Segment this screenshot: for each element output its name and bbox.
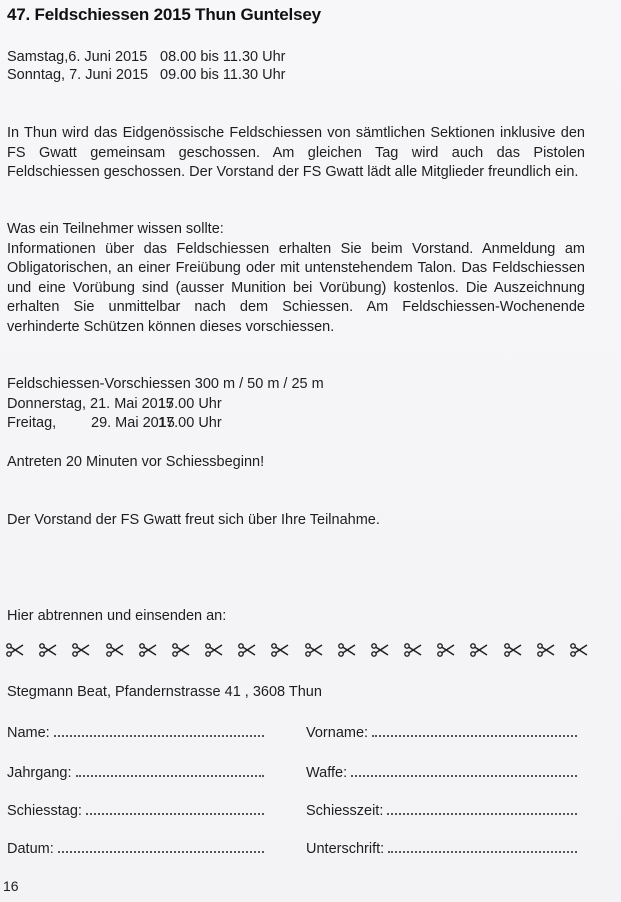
vorschiessen-date: 21. Mai 2015 — [90, 395, 174, 412]
vorschiessen-row — [7, 414, 324, 434]
schiesszeit-line[interactable] — [387, 801, 577, 815]
vorschiessen-day: Donnerstag, — [7, 395, 86, 412]
vorname-line[interactable] — [372, 723, 577, 737]
scissors-icon — [39, 643, 57, 657]
waffe-line[interactable] — [351, 763, 577, 777]
mailing-address: Stegmann Beat, Pfandernstrasse 41 , 3608 Thun — [7, 684, 322, 700]
scissors-icon — [470, 643, 488, 657]
scissors-cut-line — [6, 638, 588, 662]
antreten-note: Antreten 20 Minuten vor Schiessbeginn! — [7, 454, 265, 470]
name-label: Name: — [7, 725, 50, 741]
jahrgang-label: Jahrgang: — [7, 765, 72, 781]
vorname-field[interactable] — [306, 723, 577, 741]
vorschiessen-time: 17.00 Uhr — [158, 395, 222, 412]
vorschiessen-time: 17.00 Uhr — [158, 415, 222, 431]
date-time: 08.00 bis 11.30 Uhr — [160, 49, 286, 65]
name-field[interactable] — [7, 723, 264, 741]
waffe-field[interactable] — [306, 763, 577, 781]
waffe-label: Waffe: — [306, 765, 348, 781]
scissors-icon — [404, 643, 422, 657]
info-section — [7, 220, 585, 337]
date-time: 09.00 bis 11.30 Uhr — [160, 67, 286, 83]
date-row — [7, 66, 285, 84]
scissors-icon — [371, 643, 389, 657]
schiesstag-line[interactable] — [86, 801, 264, 815]
event-dates — [7, 48, 285, 84]
scissors-icon — [106, 643, 124, 657]
intro-paragraph: In Thun wird das Eidgenössische Feldschiessen von sämtlichen Sektionen inklusive den FS Gwatt gemeinsam geschossen. Am gleichen Tag wird auch das Pistolen Feldschiessen geschossen. Der Vorstand der FS Gwatt lädt alle Mitglieder freundlich ein. — [7, 125, 585, 180]
datum-label: Datum: — [7, 841, 54, 857]
vorschiessen-heading: Feldschiessen-Vorschiessen 300 m / 50 m / 25 m — [7, 376, 324, 392]
vorschiessen-date: 29. Mai 2015 — [91, 415, 175, 431]
vorschiessen-day-date — [7, 395, 174, 415]
date-day: Sonntag, 7. Juni 2015 — [7, 67, 149, 83]
schiesszeit-field[interactable] — [306, 801, 577, 819]
closing-note: Der Vorstand der FS Gwatt freut sich über Ihre Teilnahme. — [7, 512, 380, 528]
name-line[interactable] — [54, 723, 264, 737]
scissors-icon — [305, 643, 323, 657]
schiesszeit-label: Schiesszeit: — [306, 803, 384, 819]
unterschrift-label: Unterschrift: — [306, 841, 385, 857]
schiesstag-label: Schiesstag: — [7, 803, 82, 819]
jahrgang-line[interactable] — [76, 763, 265, 777]
scissors-icon — [271, 643, 289, 657]
info-heading: Was ein Teilnehmer wissen sollte: — [7, 221, 224, 237]
scissors-icon — [238, 643, 256, 657]
vorschiessen-row — [7, 395, 324, 415]
datum-field[interactable] — [7, 839, 264, 857]
scissors-icon — [537, 643, 555, 657]
scissors-icon — [6, 643, 24, 657]
scissors-icon — [72, 643, 90, 657]
scissors-icon — [437, 643, 455, 657]
scissors-icon — [139, 643, 157, 657]
vorname-label: Vorname: — [306, 725, 369, 741]
vorschiessen-section — [7, 375, 324, 434]
scissors-icon — [504, 643, 522, 657]
schiesstag-field[interactable] — [7, 801, 264, 819]
unterschrift-field[interactable] — [306, 839, 577, 857]
info-paragraph: Informationen über das Feldschiessen erhalten Sie beim Vorstand. Anmeldung am Obligatorischen, an einer Freiübung oder mit untenstehendem Talon. Das Feldschiessen und eine Vorübung sind (ausser Munition bei Vorübung) kostenlos. Die Auszeichnung erhalten Sie unmittelbar nach dem Schiessen. Am Feldschiessen-Wochenende verhinderte Schützen können dieses vorschiessen. — [7, 240, 585, 335]
unterschrift-line[interactable] — [388, 839, 577, 853]
datum-line[interactable] — [58, 839, 264, 853]
page-number: 16 — [3, 878, 19, 894]
cut-instruction: Hier abtrennen und einsenden an: — [7, 608, 227, 624]
page-title: 47. Feldschiessen 2015 Thun Guntelsey — [7, 5, 321, 24]
jahrgang-field[interactable] — [7, 763, 264, 781]
date-day: Samstag,6. Juni 2015 — [7, 49, 148, 65]
scissors-icon — [570, 643, 588, 657]
scissors-icon — [205, 643, 223, 657]
scissors-icon — [338, 643, 356, 657]
vorschiessen-day: Freitag, — [7, 415, 57, 431]
date-row — [7, 48, 285, 66]
scissors-icon — [172, 643, 190, 657]
